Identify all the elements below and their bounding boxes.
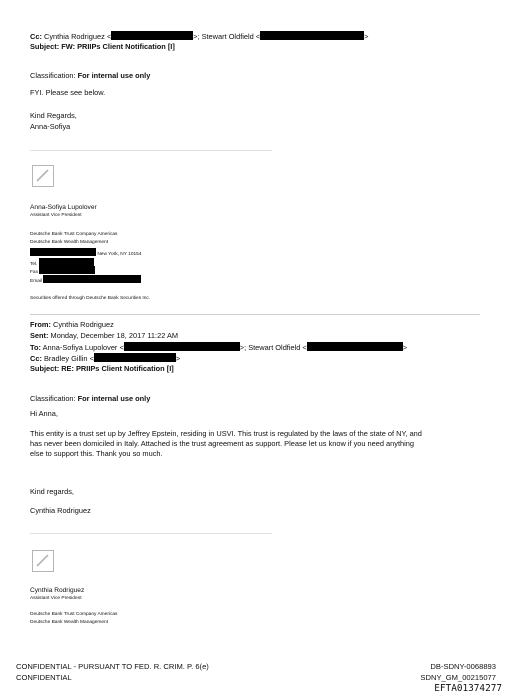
redaction-box	[39, 266, 95, 274]
subject-label: Subject:	[30, 364, 60, 373]
cc-label: Cc:	[30, 32, 42, 41]
subject-line	[30, 42, 175, 51]
to-line	[30, 342, 407, 352]
redaction-box	[307, 342, 403, 351]
signature-title: Assistant Vice President	[30, 596, 82, 601]
signature-title: Assistant Vice President	[30, 213, 82, 218]
subject-text: FW: PRIIPs Client Notification [I]	[61, 42, 175, 51]
signature-division: Deutsche Bank Wealth Management	[30, 620, 109, 625]
closing-text: Kind Regards,	[30, 111, 77, 120]
cc-separator: >; Stewart Oldfield <	[193, 32, 261, 41]
email-label: Email	[30, 279, 42, 284]
closing-name: Cynthia Rodriguez	[30, 506, 91, 515]
divider	[30, 150, 272, 151]
to-name: Anna-Sofiya Lupolover <	[42, 343, 124, 352]
redaction-box	[94, 353, 176, 362]
classification-line-quoted	[30, 394, 150, 403]
classification-label: Classification:	[30, 71, 76, 80]
footer-bates-1: DB-SDNY-0068893	[430, 662, 496, 671]
signature-address	[30, 248, 142, 257]
redaction-box	[111, 31, 193, 40]
redaction-box	[124, 342, 240, 351]
divider	[30, 533, 272, 534]
classification-label: Classification:	[30, 394, 76, 403]
cc-line-quoted	[30, 353, 180, 363]
subject-text: RE: PRIIPs Client Notification [I]	[61, 364, 174, 373]
to-separator: >; Stewart Oldfield <	[239, 343, 307, 352]
sent-label: Sent:	[30, 331, 49, 340]
tel-label: Tel.	[30, 262, 38, 267]
from-line	[30, 320, 114, 329]
sent-line	[30, 331, 178, 340]
signature-fax	[30, 266, 95, 275]
cc-name-1: Cynthia Rodriguez <	[43, 32, 112, 41]
from-text: Cynthia Rodriguez	[53, 320, 114, 329]
securities-disclaimer: Securities offered through Deutsche Bank Securities Inc.	[30, 296, 151, 301]
classification-line	[30, 71, 150, 80]
footer-bates-2: SDNY_GM_00215077	[420, 673, 496, 682]
subject-label: Subject:	[30, 42, 60, 51]
signature-name: Anna-Sofiya Lupolover	[30, 204, 97, 211]
footer-confidential-line-1: CONFIDENTIAL - PURSUANT TO FED. R. CRIM. P. 6(e)	[16, 662, 209, 671]
from-label: From:	[30, 320, 51, 329]
sent-text: Monday, December 18, 2017 11:22 AM	[50, 331, 179, 340]
signature-company: Deutsche Bank Trust Company Americas	[30, 232, 118, 237]
redaction-box	[260, 31, 364, 40]
fax-label: Fax	[30, 270, 38, 275]
to-label: To:	[30, 343, 41, 352]
cc-label: Cc:	[30, 354, 42, 363]
signature-division: Deutsche Bank Wealth Management	[30, 240, 109, 245]
deutsche-bank-logo-icon	[32, 550, 54, 572]
body-line-3: else to support this. Thank you so much.	[30, 449, 163, 458]
divider	[30, 314, 480, 315]
redaction-box	[30, 248, 96, 256]
closing-name: Anna-Sofiya	[30, 122, 71, 131]
greeting: Hi Anna,	[30, 409, 58, 418]
signature-company: Deutsche Bank Trust Company Americas	[30, 612, 118, 617]
cc-name: Bradley Gillin <	[43, 354, 94, 363]
subject-line-quoted	[30, 364, 174, 373]
cc-end: >	[364, 32, 369, 41]
classification-value: For internal use only	[77, 394, 151, 403]
body-text: FYI. Please see below.	[30, 88, 106, 97]
redaction-box	[39, 258, 94, 266]
body-line-1: This entity is a trust set up by Jeffrey Epstein, residing in USVI. This trust is regulated by the laws of the state of NY, and	[30, 429, 422, 438]
redaction-box	[43, 275, 141, 283]
signature-name: Cynthia Rodriguez	[30, 587, 85, 594]
address-city: New York, NY 10154	[97, 252, 142, 257]
closing-text: Kind regards,	[30, 487, 74, 496]
footer-efta-number: EFTA01374277	[434, 683, 502, 694]
deutsche-bank-logo-icon	[32, 165, 54, 187]
signature-email	[30, 275, 141, 284]
footer-confidential-line-2: CONFIDENTIAL	[16, 673, 72, 682]
body-line-2: has never been domiciled in Italy. Attached is the trust agreement as support. Please let us know if you need anything	[30, 439, 414, 448]
classification-value: For internal use only	[77, 71, 151, 80]
cc-line	[30, 31, 368, 41]
to-end: >	[402, 343, 408, 352]
cc-end: >	[175, 354, 181, 363]
